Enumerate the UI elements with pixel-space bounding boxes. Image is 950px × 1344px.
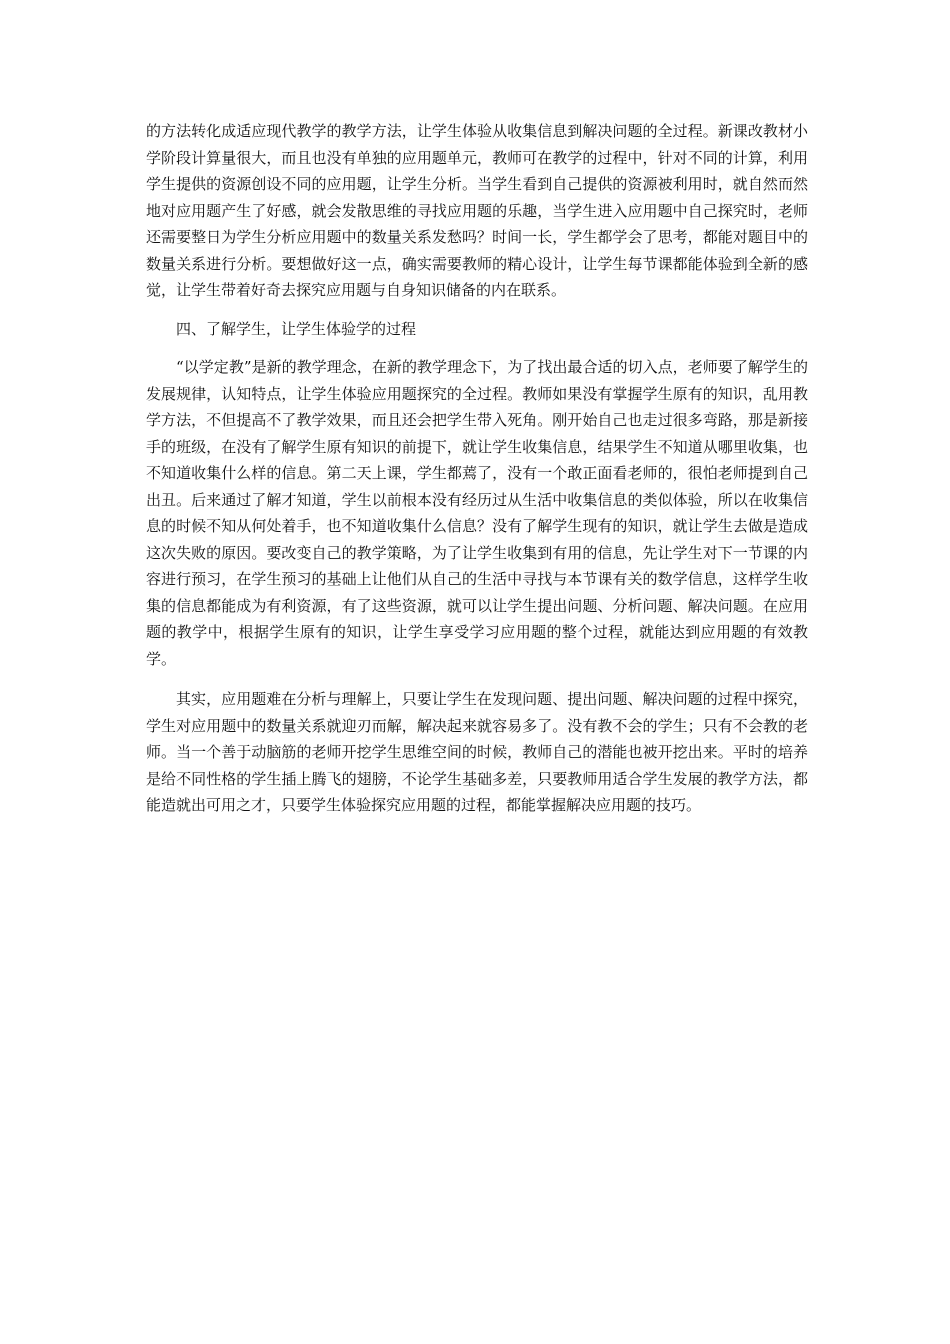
document-page [146, 118, 808, 819]
paragraph-continued: 的方法转化成适应现代教学的教学方法，让学生体验从收集信息到解决问题的全过程。新课改教材小学阶段计算量很大，而且也没有单独的应用题单元，教师可在教学的过程中，针对不同的计算，利用学生提供的资源创设不同的应用题，让学生分析。当学生看到自己提供的资源被利用时，就自然而然地对应用题产生了好感，就会发散思维的寻找应用题的乐趣，当学生进入应用题中自己探究时，老师还需要整日为学生分析应用题中的数量关系发愁吗？时间一长，学生都学会了思考，都能对题目中的数量关系进行分析。要想做好这一点，确实需要教师的精心设计，让学生每节课都能体验到全新的感觉，让学生带着好奇去探究应用题与自身知识储备的内在联系。 [146, 122, 808, 299]
paragraph-section-four: “以学定教”是新的教学理念，在新的教学理念下，为了找出最合适的切入点，老师要了解学生的发展规律，认知特点，让学生体验应用题探究的全过程。教师如果没有掌握学生原有的知识，乱用教学方法，不但提高不了教学效果，而且还会把学生带入死角。刚开始自己也走过很多弯路，那是新接手的班级，在没有了解学生原有知识的前提下，就让学生收集信息，结果学生不知道从哪里收集，也不知道收集什么样的信息。第二天上课，学生都蔫了，没有一个敢正面看老师的，很怕老师提到自己出丑。后来通过了解才知道，学生以前根本没有经历过从生活中收集信息的类似体验，所以在收集信息的时候不知从何处着手，也不知道收集什么信息？没有了解学生现有的知识，就让学生去做是造成这次失败的原因。要改变自己的教学策略，为了让学生收集到有用的信息，先让学生对下一节课的内容进行预习，在学生预习的基础上让他们从自己的生活中寻找与本节课有关的数学信息，这样学生收集的信息都能成为有利资源，有了这些资源，就可以让学生提出问题、分析问题、解决问题。在应用题的教学中，根据学生原有的知识，让学生享受学习应用题的整个过程，就能达到应用题的有效教学。 [146, 358, 808, 668]
section-heading: 四、了解学生，让学生体验学的过程 [176, 319, 417, 338]
paragraph-conclusion: 其实，应用题难在分析与理解上，只要让学生在发现问题、提出问题、解决问题的过程中探究，学生对应用题中的数量关系就迎刃而解，解决起来就容易多了。没有教不会的学生；只有不会教的老师。当一个善于动脑筋的老师开挖学生思维空间的时候，教师自己的潜能也被开挖出来。平时的培养是给不同性格的学生插上腾飞的翅膀，不论学生基础多差，只要教师用适合学生发展的教学方法，都能造就出可用之才，只要学生体验探究应用题的过程，都能掌握解决应用题的技巧。 [146, 690, 808, 814]
